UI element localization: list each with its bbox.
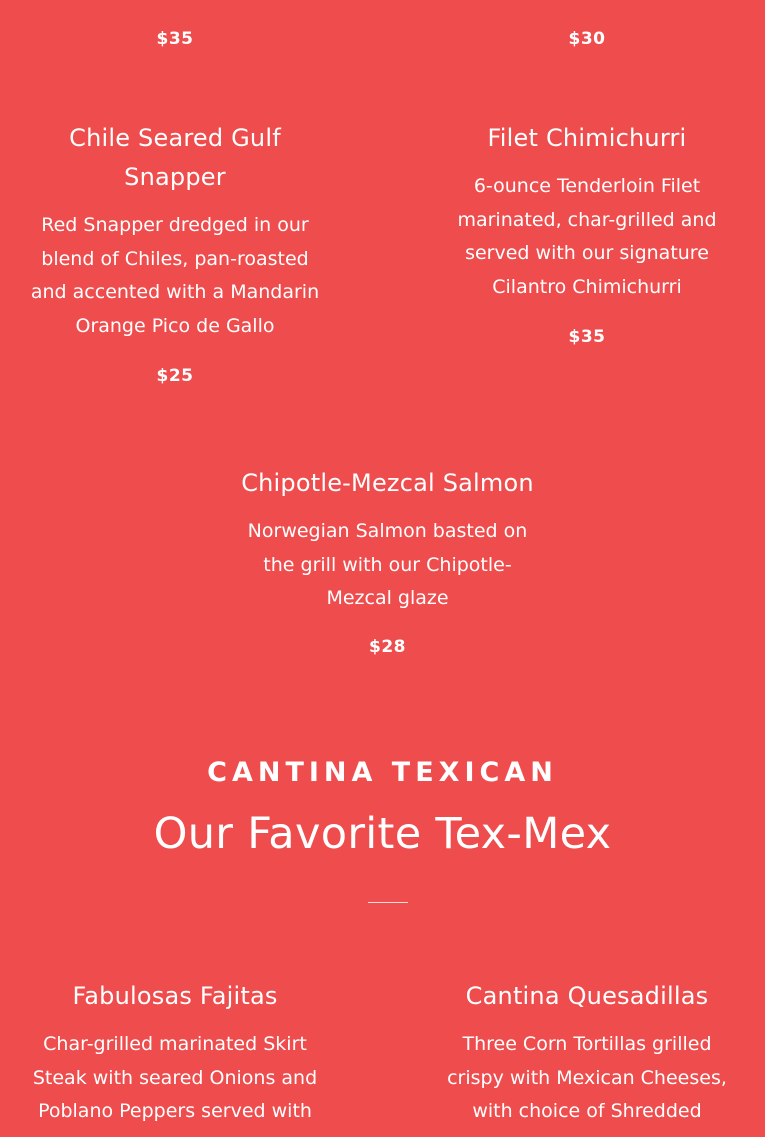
menu-item-description: Norwegian Salmon basted on the grill with our Chipotle-Mezcal glaze bbox=[247, 520, 528, 610]
menu-item-price: $35 bbox=[568, 326, 606, 347]
menu-item bbox=[230, 464, 545, 657]
menu-item-price: $25 bbox=[156, 365, 194, 386]
menu-item-description: 6-ounce Tenderloin Filet marinated, char-grilled and served with our signature Cilantro Chimichurri bbox=[457, 175, 717, 299]
menu-item bbox=[25, 119, 325, 386]
menu-item-price: $28 bbox=[369, 637, 406, 658]
menu-item bbox=[437, 977, 737, 1129]
menu-item-title: Filet Chimichurri bbox=[487, 124, 687, 152]
menu-item bbox=[446, 119, 728, 347]
menu-item-description: Red Snapper dredged in our blend of Chiles, pan-roasted and accented with a Mandarin Orange Pico de Gallo bbox=[30, 214, 320, 338]
section-divider bbox=[368, 902, 408, 903]
menu-item-price: $35 bbox=[156, 29, 194, 49]
section-eyebrow: CANTINA TEXICAN bbox=[207, 757, 558, 788]
section-title: Our Favorite Tex-Mex bbox=[153, 809, 612, 859]
menu-item-title: Fabulosas Fajitas bbox=[72, 982, 278, 1010]
menu-item-title: Cantina Quesadillas bbox=[465, 982, 709, 1010]
menu-item-title: Chipotle-Mezcal Salmon bbox=[241, 469, 534, 497]
menu-item-title: Chile Seared Gulf Snapper bbox=[69, 124, 281, 191]
menu-item-price: $30 bbox=[568, 29, 606, 49]
menu-item-description: Three Corn Tortillas grilled crispy with Mexican Cheeses, with choice of Shredded bbox=[447, 1033, 727, 1123]
menu-item-description: Char-grilled marinated Skirt Steak with seared Onions and Poblano Peppers served with bbox=[32, 1033, 318, 1123]
menu-item bbox=[25, 977, 325, 1129]
